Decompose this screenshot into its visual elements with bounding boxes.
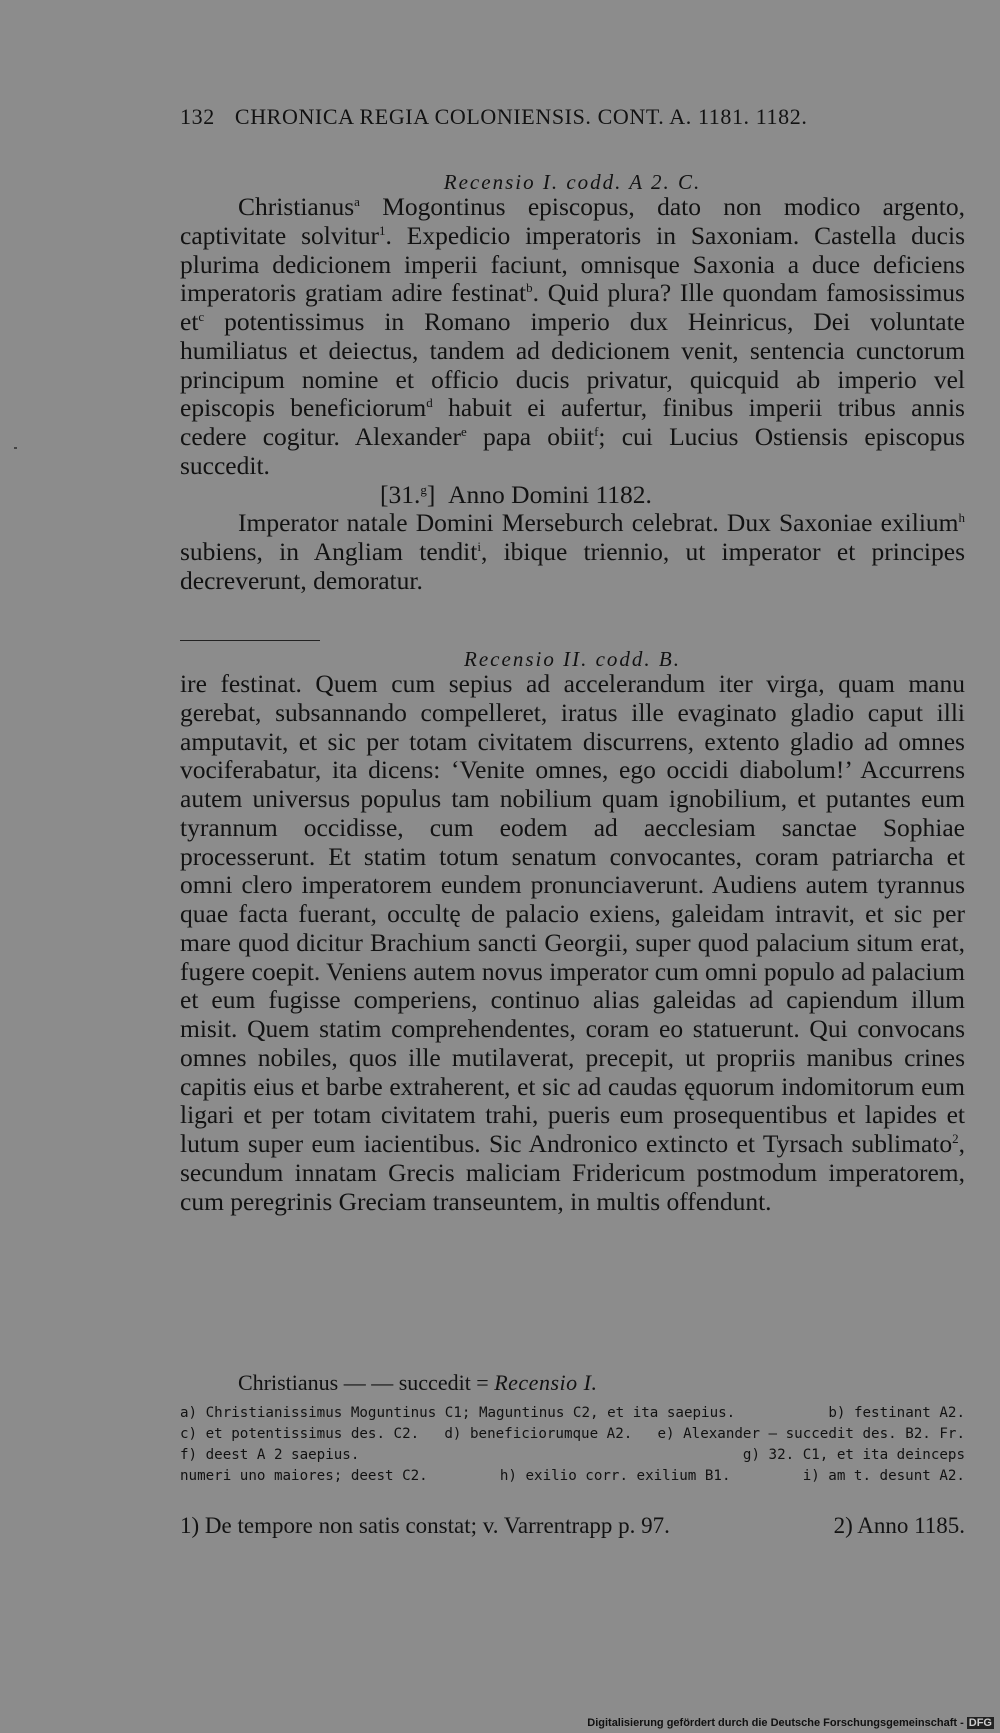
note-ref-h: h [958, 510, 965, 526]
note-ref-f: f [594, 424, 599, 439]
footnote-ref-1: 1 [379, 222, 386, 238]
footnote-ref-2: 2 [952, 1131, 959, 1146]
recension-1-text [180, 193, 965, 596]
note-ref-a: a [354, 194, 360, 209]
recension-1-heading: Recensio I. codd. A 2. C. [443, 170, 702, 194]
note-ref-e: e [460, 424, 467, 439]
variant-note-row: numeri uno maiores; deest C2. h) exilio corr. exilium B1. i) am t. desunt A2. [180, 1468, 965, 1484]
footnotes [180, 1513, 965, 1539]
variant-note-row: c) et potentissimus des. C2. d) beneficiorumque A2. e) Alexander — succedit des. B2. Fr. [180, 1426, 965, 1442]
recension-2-heading: Recensio II. codd. B. [464, 647, 681, 671]
cross-reference-target: Recensio I. [494, 1370, 598, 1395]
year-heading: Anno Domini 1182. [448, 479, 652, 509]
recension-2-text [180, 670, 965, 1216]
separator-rule [180, 640, 320, 641]
page-number: 132 [180, 104, 215, 129]
note-ref-c: c [198, 309, 205, 324]
recension-1-paragraph-1: Christianus$^a$ Mogontinus episcopus, dato non modico argento, captivitate solvitur$^1$. Expedicio imperatoris in Saxoniam. Castella ducis plurima dedicionem imperii faciunt, omnisque Saxonia a duce deficiens imperatoris gratiam adire festinat$^b$. Quid plura? Ille quondam famosissimus $et^c$ potentissimus in Romano imperio dux Heinricus, Dei voluntate humiliatus et deiectus, tandem ad dedicionem venit, sentencia cunctorum principum nomine et officio ducis privatur, quicquid ab imperio vel episcopis beneficiorum$^d$ habuit ei aufertur, finibus imperii tribus annis cedere cogitur. Alexander$^e$ papa obiit$^f$; cui Lucius Ostiensis episcopus succedit. [180, 192, 965, 480]
variant-note-row: f) deest A 2 saepius. g) 32. C1, et ita deinceps [180, 1447, 965, 1463]
note-ref-b: b [526, 280, 533, 296]
note-ref-i: i [477, 539, 481, 554]
footnote-2: 2) Anno 1185. [833, 1513, 965, 1538]
variant-note-row: a) Christianissimus Moguntinus C1; Maguntinus C2, et ita saepius. b) festinant A2. [180, 1405, 965, 1421]
recension-1-paragraph-2: Imperator natale Domini Merseburch celebrat. Dux Saxoniae exilium$^h$ subiens, in Angliam tendit$^i$, ibique triennio, ut imperator et principes decreverunt, demoratur. [180, 508, 965, 595]
year-line: [31.$^g$] Anno Domini 1182. [380, 479, 652, 509]
note-ref-d: d [426, 395, 433, 411]
variant-notes [180, 1403, 965, 1487]
running-head [180, 104, 965, 130]
page-title: CHRONICA REGIA COLONIENSIS. CONT. A. 1181. 1182. [234, 104, 808, 129]
footnote-1: 1) De tempore non satis constat; v. Varrentrapp p. 97. [180, 1513, 670, 1538]
digitization-credit: Digitalisierung gefördert durch die Deutsche Forschungsgemeinschaft - DFG [587, 1717, 992, 1729]
note-ref-g: g [420, 481, 427, 497]
margin-mark [14, 447, 17, 449]
cross-reference-line: Christianus — — succedit = Recensio I. [238, 1370, 598, 1395]
dfg-logo: DFG [968, 1717, 992, 1729]
recension-2-paragraph: ire festinat. Quem cum sepius ad accelerandum iter virga, quam manu gerebat, subsannando compelleret, iratus ille evaginato gladio caput illi amputavit, et sic per totam civitatem discurrens, extento gladio ad omnes vociferabatur, ita dicens: ‘Venite omnes, ego occidi diabolum!’ Accurrens autem universus populus tam nobilium quam ignobilium, et putantes eum tyrannum occidisse, cum eodem ad aecclesiam sanctae Sophiae processerunt. Et statim totum senatum convocantes, coram patriarcha et omni clero imperatorem eundem pronunciaverunt. Audiens autem tyrannus quae facta fuerant, occultę de palacio exiens, galeidam intravit, et sic per mare quod dicitur Brachium sancti Georgii, super quod palacium situm erat, fugere coepit. Veniens autem novus imperator cum omni populo ad palacium et eum fugisse comperiens, continuo alias galeidas ad capiendum illum misit. Quem statim comprehendentes, coram eo statuerunt. Qui convocans omnes nobiles, quos ille mutilaverat, precepit, ut propriis manibus crines capitis eius et barbe extraherent, et sic ad caudas ęquorum indomitorum eum ligari et per totam civitatem trahi, pueris eum prosequentibus et lapides et lutum super eum iacientibus. Sic Andronico extincto et Tyrsach sublimato$^2$, secundum innatam Grecis maliciam Fridericum postmodum imperatorem, cum peregrinis Greciam transeuntem, in multis offendunt. [180, 669, 965, 1216]
